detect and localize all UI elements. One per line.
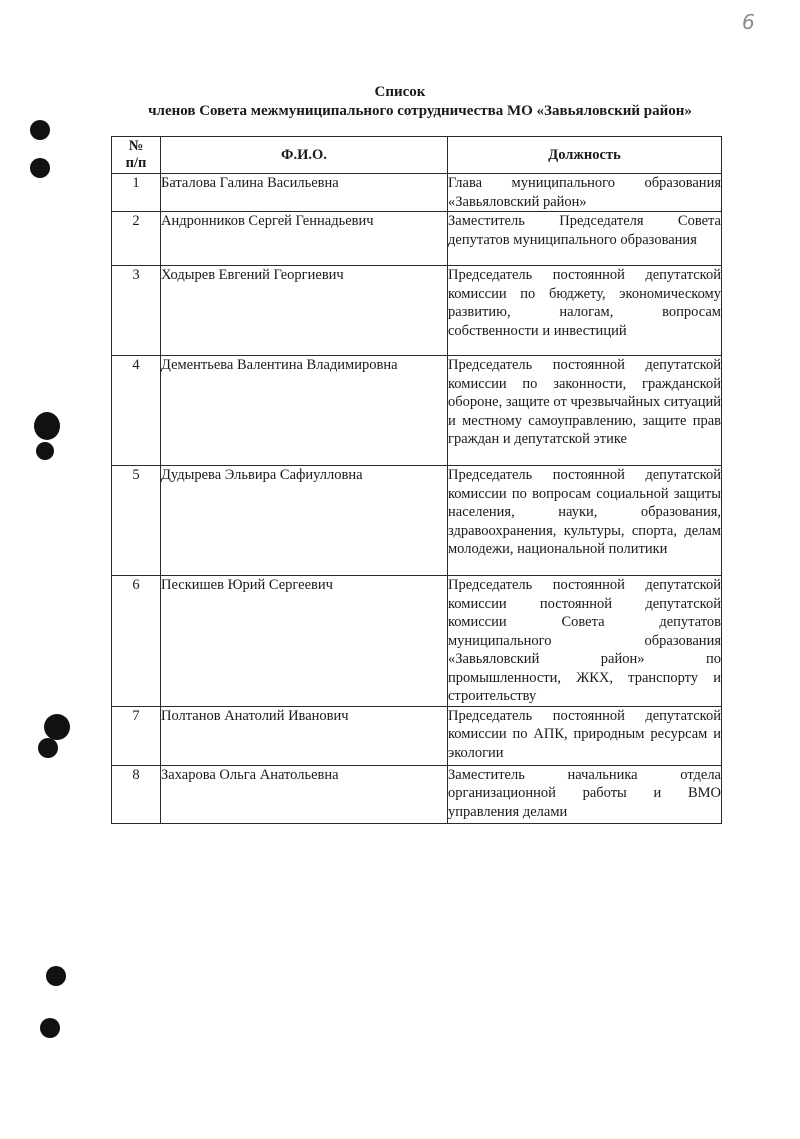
table-header-row [112, 137, 722, 174]
document-title: Список [374, 84, 426, 100]
table-row [112, 174, 722, 212]
member-position: Заместитель начальника отдела организационной работы и ВМО управления делами [448, 765, 722, 823]
row-number: 2 [112, 212, 161, 266]
table-row [112, 266, 722, 356]
member-position: Председатель постоянной депутатской комиссии по законности, гражданской обороне, защите от чрезвычайных ситуаций и местному самоуправлению, защите прав граждан и депутатской этике [448, 356, 722, 466]
member-position: Председатель постоянной депутатской комиссии по АПК, природным ресурсам и экологии [448, 706, 722, 765]
punch-hole [40, 1018, 60, 1038]
punch-hole [30, 120, 50, 140]
row-number: 4 [112, 356, 161, 466]
table-row [112, 356, 722, 466]
table-row [112, 212, 722, 266]
table-row [112, 706, 722, 765]
member-name: Пескишев Юрий Сергеевич [161, 576, 448, 707]
row-number: 3 [112, 266, 161, 356]
row-number: 7 [112, 706, 161, 765]
header-position: Должность [448, 137, 722, 174]
member-position: Заместитель Председателя Совета депутатов муниципального образования [448, 212, 722, 266]
page-number: 6 [742, 10, 755, 34]
header-number-line1: № [128, 138, 144, 154]
table-row [112, 576, 722, 707]
punch-hole [38, 738, 58, 758]
punch-hole [34, 412, 60, 440]
punch-hole [36, 442, 54, 460]
member-position: Глава муниципального образования «Завьяловский район» [448, 175, 721, 210]
member-position: Председатель постоянной депутатской комиссии по бюджету, экономическому развитию, налогам, вопросам собственности и инвестиций [448, 266, 722, 356]
member-name: Баталова Галина Васильевна [161, 174, 448, 212]
punch-hole [44, 714, 70, 740]
member-name: Дементьева Валентина Владимировна [161, 356, 448, 466]
row-number: 1 [112, 174, 161, 212]
member-position: Председатель постоянной депутатской комиссии постоянной депутатской комиссии Совета депутатов муниципального образования «Завьяловский район» по промышленности, ЖКХ, транспорту и строительству [448, 577, 721, 704]
member-name: Ходырев Евгений Георгиевич [161, 266, 448, 356]
member-name: Андронников Сергей Геннадьевич [161, 212, 448, 266]
punch-hole [46, 966, 66, 986]
member-position: Председатель постоянной депутатской комиссии по вопросам социальной защиты населения, науки, образования, здравоохранения, культуры, спорта, делам молодежи, национальной политики [448, 466, 722, 576]
header-number-line2: п/п [125, 155, 147, 171]
member-name: Полтанов Анатолий Иванович [161, 706, 448, 765]
table-row [112, 466, 722, 576]
punch-hole [30, 158, 50, 178]
row-number: 5 [112, 466, 161, 576]
members-table [111, 136, 722, 824]
row-number: 6 [112, 576, 161, 707]
member-name: Дудырева Эльвира Сафиулловна [161, 466, 448, 576]
table-row [112, 765, 722, 823]
header-number [112, 137, 161, 174]
document-subtitle: членов Совета межмуниципального сотрудничества МО «Завьяловский район» [148, 103, 692, 119]
member-name: Захарова Ольга Анатольевна [161, 765, 448, 823]
header-name: Ф.И.О. [161, 137, 448, 174]
row-number: 8 [112, 765, 161, 823]
